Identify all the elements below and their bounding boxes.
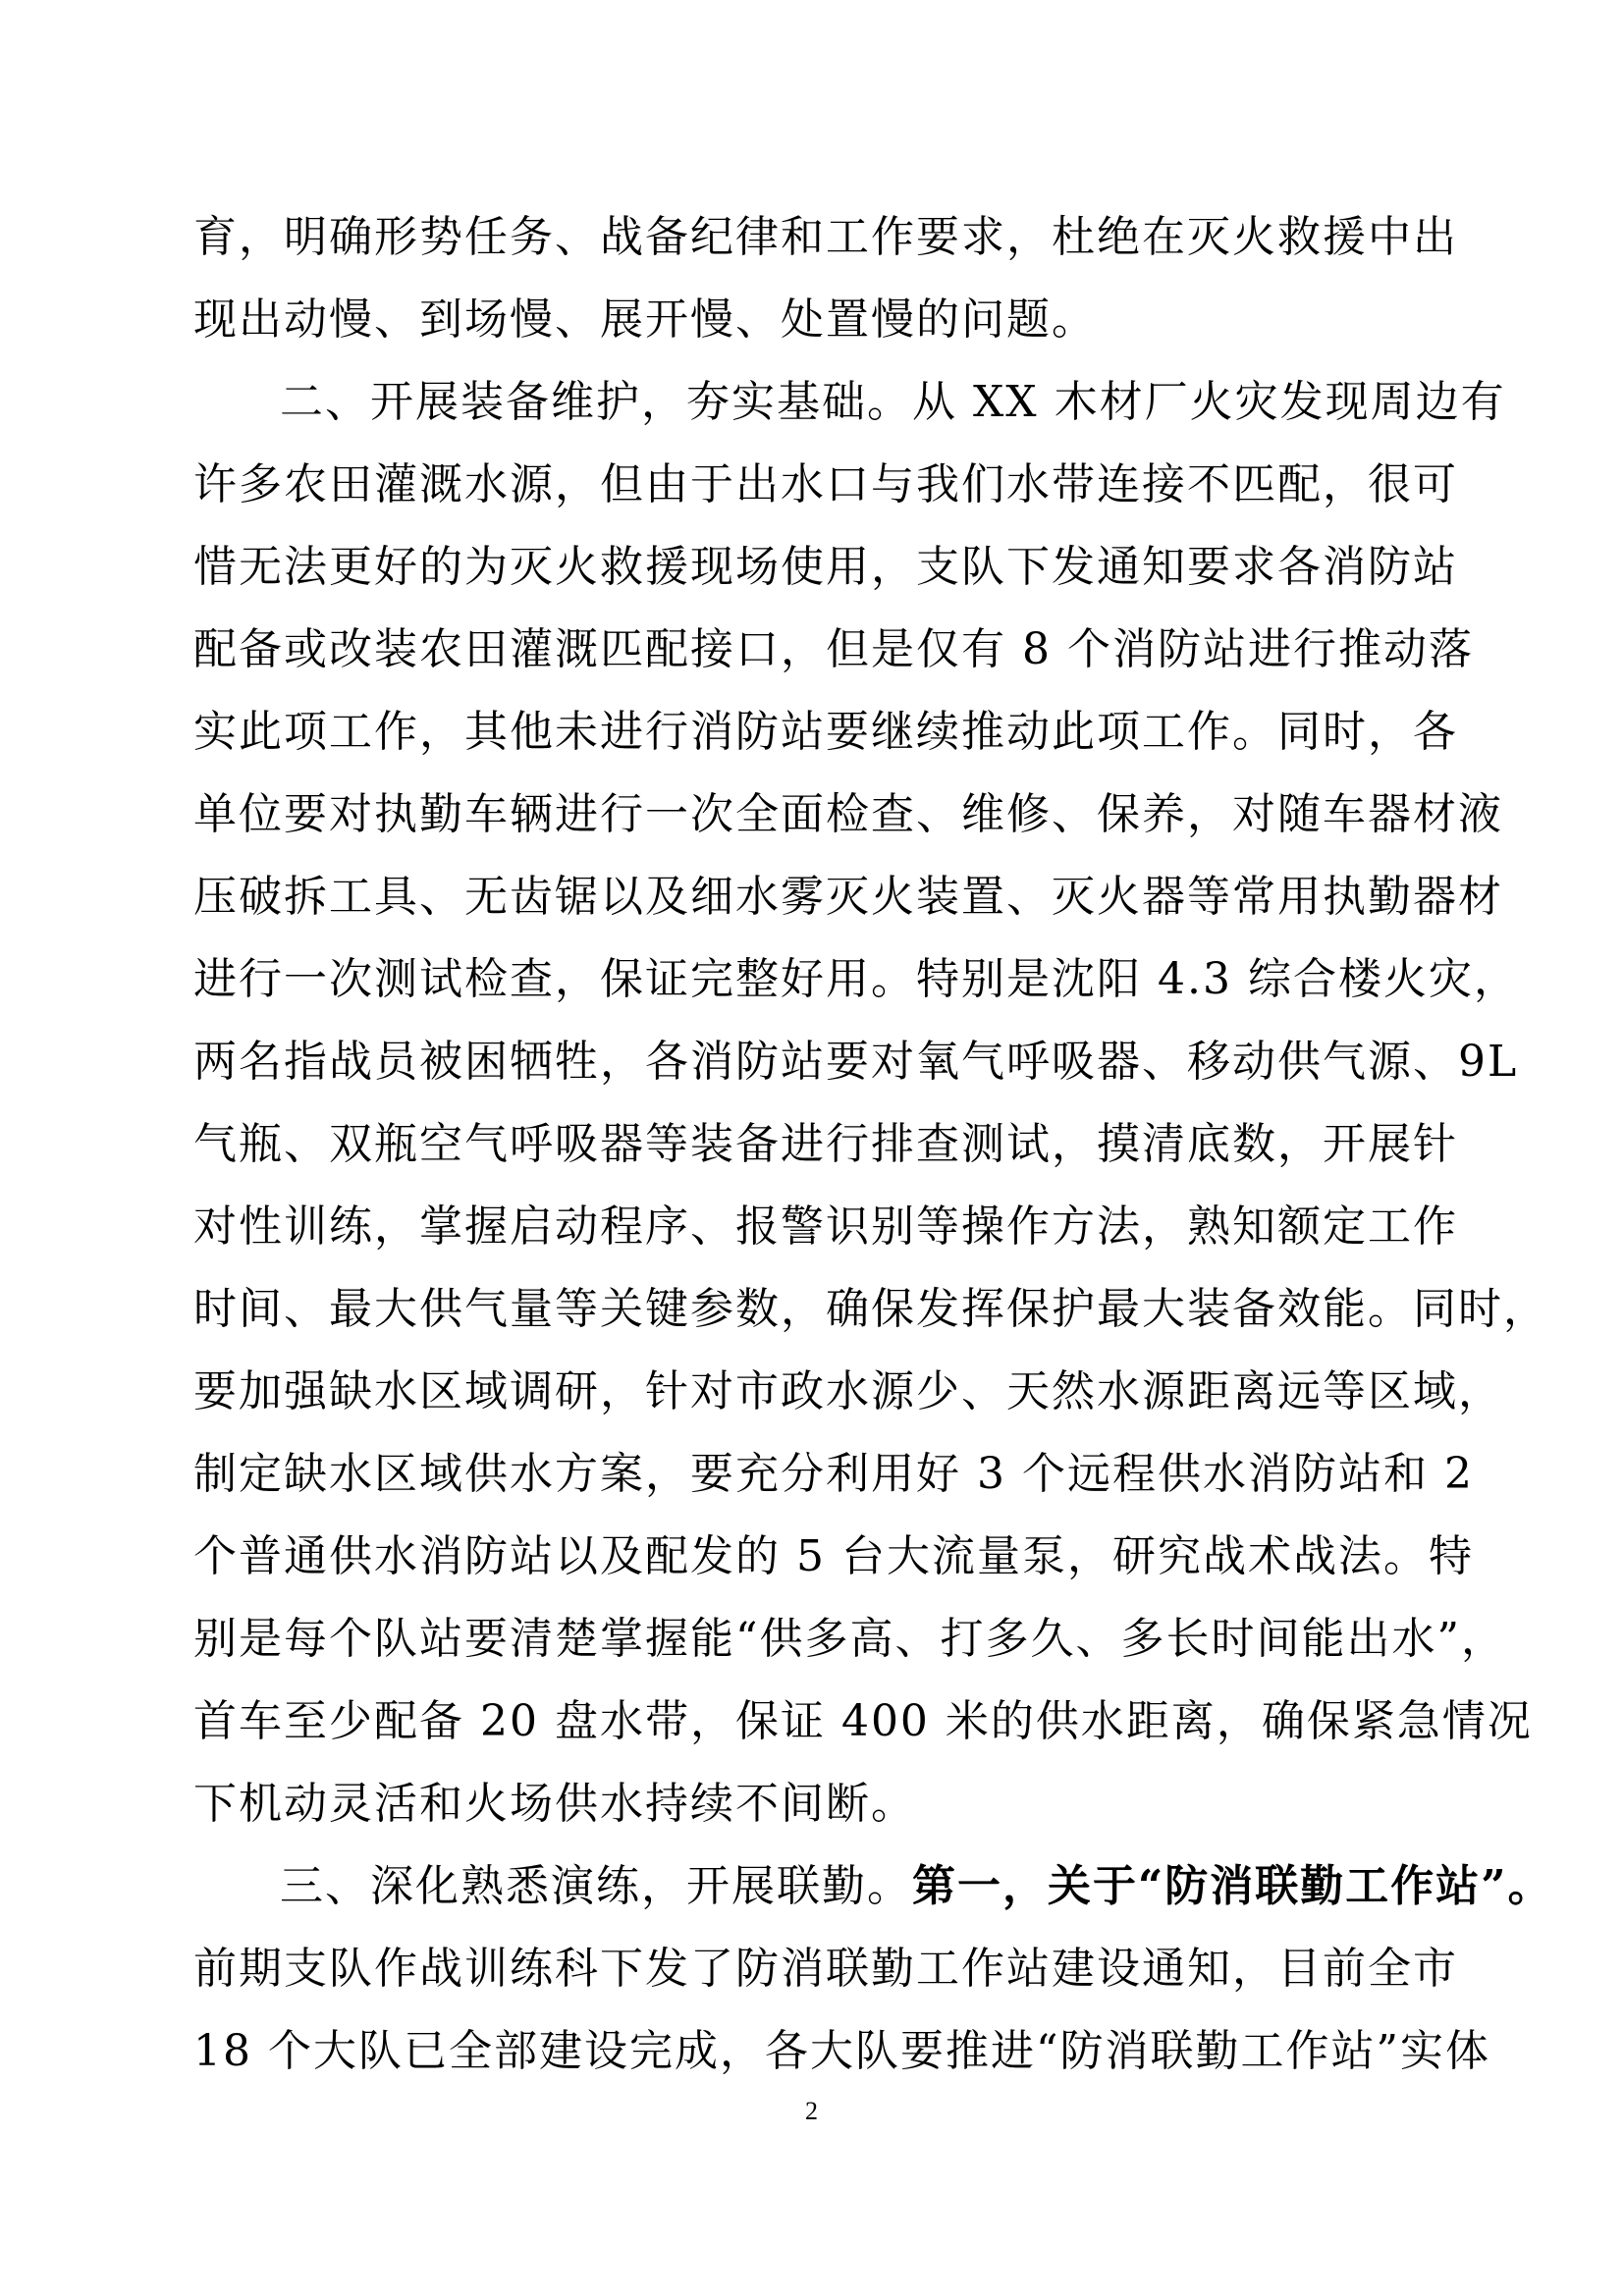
page-number: 2	[805, 2097, 818, 2125]
paragraph-line: 压破拆工具、无齿锯以及细水雾灭火装置、灭火器等常用执勤器材	[193, 872, 1503, 922]
paragraph-line: 惜无法更好的为灭火救援现场使用，支队下发通知要求各消防站	[193, 542, 1458, 592]
section-three-heading-line	[280, 1857, 1553, 1916]
paragraph-line: 时间、最大供气量等关键参数，确保发挥保护最大装备效能。同时，	[193, 1284, 1548, 1334]
paragraph-line: 单位要对执勤车辆进行一次全面检查、维修、保养，对随车器材液	[193, 789, 1503, 839]
paragraph-line: 两名指战员被困牺牲，各消防站要对氧气呼吸器、移动供气源、9L	[193, 1037, 1519, 1087]
paragraph-line: 进行一次测试检查，保证完整好用。特别是沈阳 4.3 综合楼火灾，	[193, 954, 1519, 1004]
paragraph-line: 个普通供水消防站以及配发的 5 台大流量泵，研究战术战法。特	[193, 1531, 1474, 1581]
paragraph-line: 下机动灵活和火场供水持续不间断。	[193, 1779, 916, 1829]
paragraph-line: 要加强缺水区域调研，针对市政水源少、天然水源距离远等区域，	[193, 1366, 1503, 1416]
section-three-bold-title: 第一，关于“防消联勤工作站”。	[912, 1861, 1553, 1911]
section-three-heading: 三、深化熟悉演练，开展联勤。	[280, 1861, 912, 1911]
paragraph-line: 对性训练，掌握启动程序、报警识别等操作方法，熟知额定工作	[193, 1201, 1458, 1252]
paragraph-line: 实此项工作，其他未进行消防站要继续推动此项工作。同时，各	[193, 707, 1458, 757]
paragraph-line: 育，明确形势任务、战备纪律和工作要求，杜绝在灭火救援中出	[193, 212, 1458, 262]
paragraph-line: 现出动慢、到场慢、展开慢、处置慢的问题。	[193, 294, 1097, 345]
paragraph-line: 18 个大队已全部建设完成，各大队要推进“防消联勤工作站”实体	[193, 2026, 1490, 2076]
paragraph-line: 配备或改装农田灌溉匹配接口，但是仅有 8 个消防站进行推动落	[193, 624, 1474, 674]
paragraph-line: 前期支队作战训练科下发了防消联勤工作站建设通知，目前全市	[193, 1944, 1458, 1994]
paragraph-line: 气瓶、双瓶空气呼吸器等装备进行排查测试，摸清底数，开展针	[193, 1119, 1458, 1169]
paragraph-line: 首车至少配备 20 盘水带，保证 400 米的供水距离，确保紧急情况	[193, 1696, 1533, 1746]
paragraph-line: 许多农田灌溉水源，但由于出水口与我们水带连接不匹配，很可	[193, 459, 1458, 509]
paragraph-line: 二、开展装备维护，夯实基础。从 XX 木材厂火灾发现周边有	[280, 377, 1506, 427]
paragraph-line: 制定缺水区域供水方案，要充分利用好 3 个远程供水消防站和 2	[193, 1449, 1474, 1499]
paragraph-line: 别是每个队站要清楚掌握能“供多高、打多久、多长时间能出水”，	[193, 1614, 1506, 1664]
